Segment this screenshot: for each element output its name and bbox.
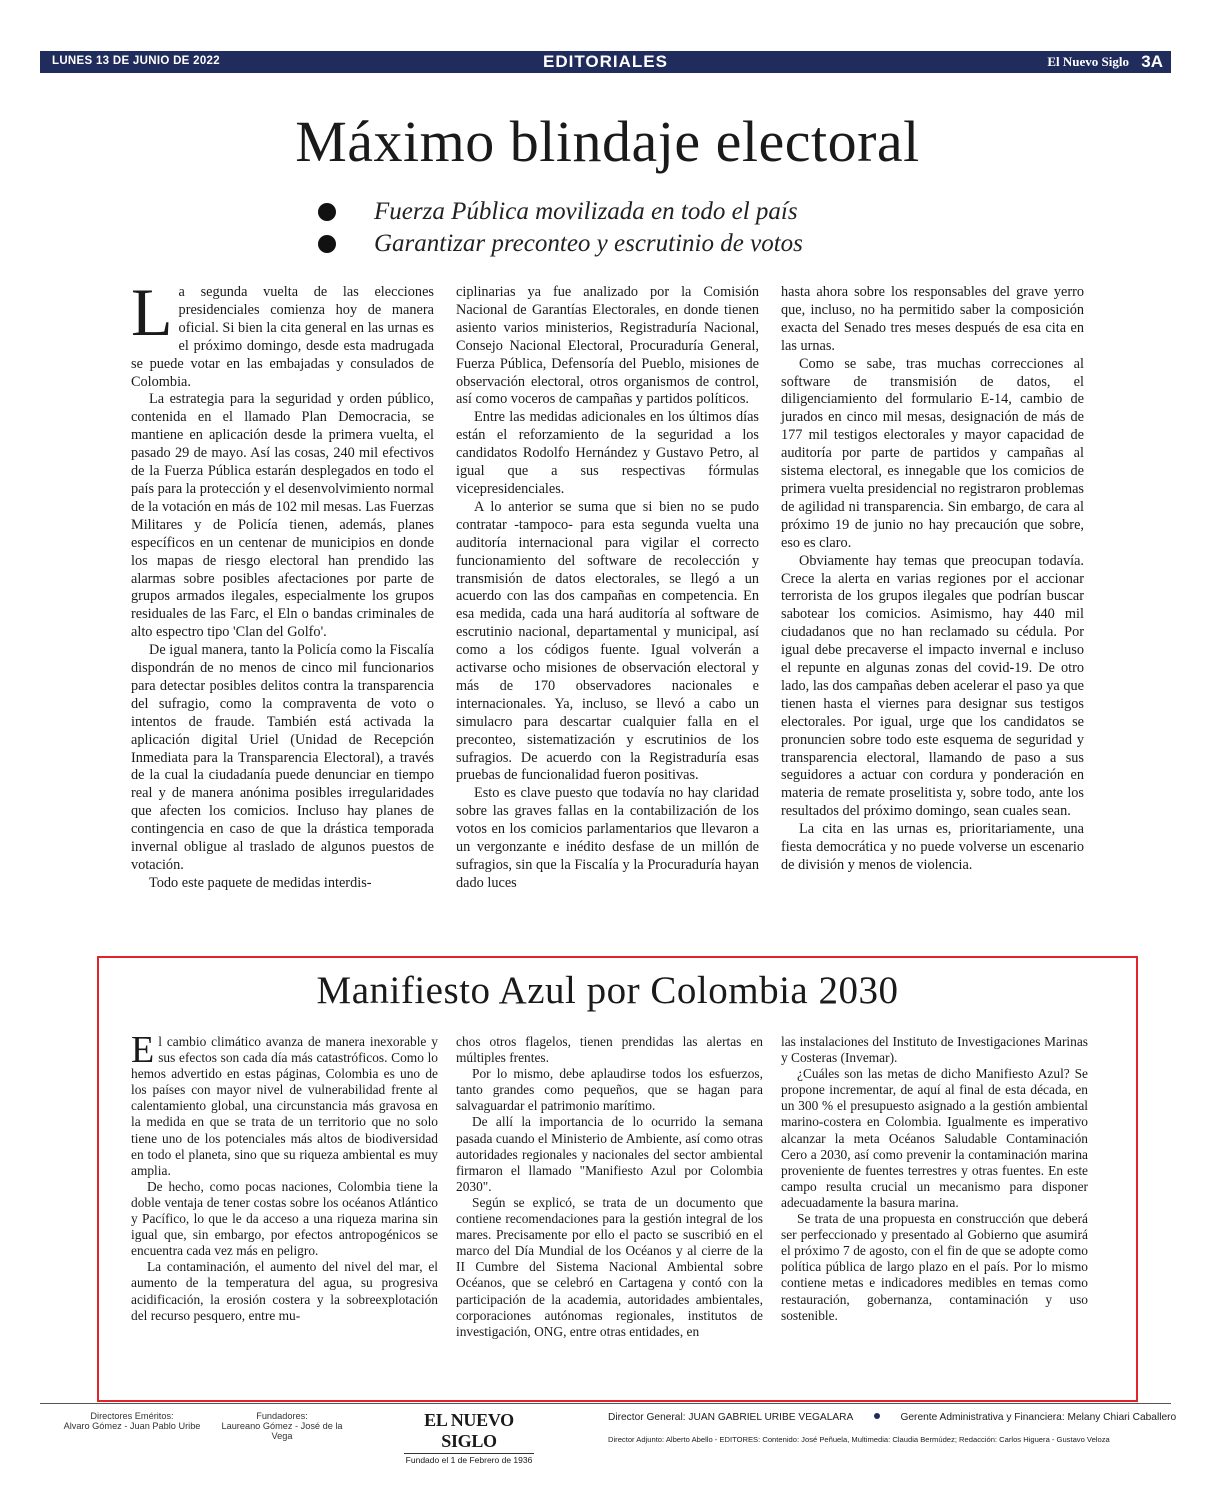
footer-divider bbox=[40, 1403, 1171, 1404]
section-title: EDITORIALES bbox=[543, 52, 668, 71]
footer-emeritos bbox=[62, 1411, 202, 1431]
paragraph: Según se explicó, se trata de un documento que contiene recomendaciones para la gestión integral de los mares. Precisamente por ello el pacto se suscribió en el marco del Día Mundial de los Océanos y al cierre de la II Cumbre del Sistema Nacional Ambiental sobre Océanos, que se celebró en Cartagena y contó con la participación de la academia, autoridades ambientales, corporaciones autónomas regionales, institutos de investigación, ONG, entre otras entidades, en bbox=[456, 1194, 763, 1339]
logo-text: EL NUEVO SIGLO bbox=[424, 1410, 514, 1451]
fundadores-label: Fundadores: bbox=[256, 1411, 308, 1421]
bullet-dot-icon bbox=[318, 203, 336, 221]
page-number: 3A bbox=[1141, 52, 1163, 71]
paragraph: De hecho, como pocas naciones, Colombia tiene la doble ventaja de tener costas sobre los océanos Atlántico y Pacífico, lo que le da acceso a una riqueza marina sin igual que, sin embargo, por efectos antropogénicos se encuentra cada vez más en peligro. bbox=[131, 1178, 438, 1259]
bullet-item bbox=[318, 228, 803, 260]
editorial-2-column-1 bbox=[131, 1029, 438, 1324]
founded-date: Fundado el 1 de Febrero de 1936 bbox=[405, 1455, 533, 1465]
newspaper-logo bbox=[404, 1410, 534, 1465]
editorial-2-column-3 bbox=[781, 1034, 1088, 1324]
editorial-2-headline: Manifiesto Azul por Colombia 2030 bbox=[316, 969, 899, 1012]
director-general: Director General: JUAN GABRIEL URIBE VEGALARA bbox=[608, 1412, 853, 1423]
editorial-column-3 bbox=[781, 284, 1084, 875]
staff-secondary-line: Director Adjunto: Alberto Abello - EDITORES: Contenido: José Peñuela, Multimedia: Claudia Bermúdez; Redacción: Carlos Higuera - Gustavo Veloza bbox=[608, 1435, 1110, 1444]
paragraph: Esto es clave puesto que todavía no hay claridad sobre las graves fallas en la contabilización de los votos en los comicios parlamentarios que llevaron a un vergonzante e inédito desfase de un millón de sufragios, sin que la Fiscalía y la Procuraduría hayan dado luces bbox=[456, 785, 759, 891]
paper-name: El Nuevo Siglo bbox=[1047, 54, 1129, 69]
paragraph: ¿Cuáles son las metas de dicho Manifiesto Azul? Se propone incrementar, de aquí al final de esta década, en un 300 % el presupuesto asignado a la gestión ambiental marino-costera en Colombia. Igualmente es imperativo alcanzar la meta Océanos Saludable Contaminación Cero a 2030, así como prevenir la contaminación marina proveniente de fuentes terrestres y otras fuentes. En este campo resulta crucial un mecanismo para disponer adecuadamente la basura marina. bbox=[781, 1066, 1088, 1210]
editorial-headline: Máximo blindaje electoral bbox=[295, 109, 920, 174]
section-header-bar bbox=[40, 51, 1171, 73]
paragraph-text: l cambio climático avanza de manera inexorable y sus efectos son cada día más catastróficos. Como lo hemos advertido en estas páginas, Colombia es uno de los países con mayor nivel de vulnerabilidad frente al calentamiento global, una circunstancia más gravosa en la medida en que se trata de un territorio que no solo tiene uno de los potenciales más altos de biodiversidad en todo el planeta, sino que su riqueza ambiental es muy amplia. bbox=[131, 1034, 438, 1178]
bullet-dot-icon bbox=[318, 235, 336, 253]
editorial-column-1 bbox=[131, 274, 434, 893]
paragraph: Se trata de una propuesta en construcción que deberá ser perfeccionado y presentado al Gobierno que asumirá el próximo 7 de agosto, con el fin de que se adopte como política pública de largo plazo en el país. Por lo mismo contiene metas e indicadores medibles en temas como restauración, gobernanza, contaminación y uso sostenible. bbox=[781, 1211, 1088, 1323]
footer-fundadores bbox=[212, 1411, 352, 1441]
paragraph: chos otros flagelos, tienen prendidas las alertas en múltiples frentes. bbox=[456, 1034, 763, 1066]
paragraph: Todo este paquete de medidas interdis- bbox=[149, 874, 372, 891]
emeritos-label: Directores Eméritos: bbox=[90, 1411, 174, 1421]
paragraph: De igual manera, tanto la Policía como la Fiscalía dispondrán de no menos de cinco mil funcionarios para detectar posibles delitos contra la transparencia del sufragio, como la compraventa de voto o intentos de fraude. También está activada la aplicación digital Uriel (Unidad de Recepción Inmediata para la Transparencia Electoral), a través de la cual la ciudadanía puede denunciar en tiempo real y de manera anónima posibles irregularidades que afecten los comicios. Incluso hay planes de contingencia en caso de que la drástica temporada invernal obligue al traslado de algunos puestos de votación. bbox=[131, 642, 434, 873]
editorial-2-column-2 bbox=[456, 1034, 763, 1340]
paragraph: Por lo mismo, debe aplaudirse todos los esfuerzos, tanto grandes como pequeños, que se hagan para salvaguardar el patrimonio marítimo. bbox=[456, 1066, 763, 1114]
drop-cap: L bbox=[131, 274, 173, 350]
paragraph: Entre las medidas adicionales en los últimos días están el reforzamiento de la seguridad a los candidatos Rodolfo Hernández y Gustavo Petro, al igual que a sus respectivas fórmulas vicepresidenciales. bbox=[456, 409, 759, 497]
paragraph: A lo anterior se suma que si bien no se pudo contratar -tampoco- para esta segunda vuelta una auditoría internacional para vigilar el correcto funcionamiento del software de recolección y transmisión de datos electorales, se llegó a un acuerdo con las dos campañas en competencia. En esa medida, cada una hará auditoría al software de escrutinio nacional, departamental y municipal, así como a los códigos fuente. Igual volverán a activarse ocho misiones de observación electoral y más de 170 observadores nacionales e internacionales. Ya, incluso, se llevó a cabo un simulacro para descartar cualquier falla en el preconteo, sistematización y escrutinios de los sufragios. De acuerdo con la Registraduría esas pruebas de funcionalidad fueron positivas. bbox=[456, 498, 759, 784]
paragraph: hasta ahora sobre los responsables del grave yerro que, incluso, no ha permitido saber la composición exacta del Senado tres meses después de esa cita en las urnas. bbox=[781, 284, 1084, 354]
paragraph: Como se sabe, tras muchas correcciones al software de transmisión de datos, el diligenciamiento del formulario E-14, cambio de jurados en cinco mil mesas, designación de más de 177 mil testigos electorales y mayor capacidad de auditoría por parte de partidos y campañas al sistema electoral, es innegable que los comicios de primera vuelta presidencial no registraron problemas de agilidad ni transparencia. Sin embargo, de cara al próximo 19 de junio no hay precaución que sobre, eso es claro. bbox=[781, 355, 1084, 551]
gerente: Gerente Administrativa y Financiera: Melany Chiari Caballero bbox=[900, 1412, 1177, 1423]
paragraph bbox=[131, 1029, 438, 1179]
paragraph: Obviamente hay temas que preocupan todavía. Crece la alerta en varias regiones por el accionar terrorista de los grupos ilegales que podrían buscar sabotear los comicios. Asimismo, hay 440 mil ciudadanos que no han reclamado su cédula. Por igual debe precaverse el impacto invernal e incluso el repunte en algunas zonas del covid-19. De otro lado, las dos campañas deben acelerar el paso ya que tienen hasta el viernes para designar sus testigos electorales. Por igual, urge que los candidatos se pronuncien sobre todo este esquema de seguridad y transparencia electoral, llamando de paso a sus seguidores a actuar con cordura y ponderación en materia de remate proselitista y, sobre todo, ante los resultados del próximo domingo, sean cuales sean. bbox=[781, 552, 1084, 820]
paragraph: ciplinarias ya fue analizado por la Comisión Nacional de Garantías Electorales, en donde tienen asiento varios ministerios, Registraduría Nacional, Consejo Nacional Electoral, Procuraduría General, Fuerza Pública, Defensoría del Pueblo, misiones de observación electoral, otros organismos de control, así como voceros de campañas y partidos políticos. bbox=[456, 284, 759, 408]
paragraph-text: a segunda vuelta de las elecciones presidenciales comienza hoy de manera oficial. Si bien la cita general en las urnas es el próximo domingo, desde esta madrugada se puede votar en las embajadas y consulados de Colombia. bbox=[131, 284, 434, 390]
bullet-item bbox=[318, 196, 803, 228]
paragraph: La contaminación, el aumento del nivel del mar, el aumento de la temperatura del agua, su progresiva acidificación, la erosión costera y la sobreexplotación del recurso pesquero, entre mu- bbox=[131, 1259, 438, 1323]
bullet-text: Garantizar preconteo y escrutinio de votos bbox=[374, 230, 803, 257]
fundadores-names: Laureano Gómez - José de la Vega bbox=[221, 1421, 343, 1441]
logo-rule bbox=[404, 1453, 534, 1454]
bullet-text: Fuerza Pública movilizada en todo el país bbox=[374, 198, 798, 225]
staff-main-line bbox=[608, 1412, 1176, 1423]
paragraph: La estrategia para la seguridad y orden público, contenida en el llamado Plan Democracia, se mantiene en aplicación desde la primera vuelta, el pasado 29 de mayo. Así las cosas, 240 mil efectivos de la Fuerza Pública estarán desplegados en todo el país para la protección y el desenvolvimiento normal de la votación en más de 102 mil mesas. Las Fuerzas Militares y de Policía tienen, además, planes específicos en un centenar de municipios en donde los mapas de riesgo electoral han prendido las alarmas sobre posibles afectaciones por parte de grupos armados ilegales, especialmente los grupos residuales de las Farc, el Eln o bandas criminales de alto espectro tipo 'Clan del Golfo'. bbox=[131, 391, 434, 641]
paragraph: La cita en las urnas es, prioritariamente, una fiesta democrática y no puede volverse un escenario de división y menos de violencia. bbox=[781, 821, 1084, 873]
paragraph: De allí la importancia de lo ocurrido la semana pasada cuando el Ministerio de Ambiente, así como otras autoridades regionales y nacionales del sector ambiental firmaron el llamado "Manifiesto Azul por Colombia 2030". bbox=[456, 1114, 763, 1194]
issue-date: LUNES 13 DE JUNIO DE 2022 bbox=[52, 55, 220, 67]
emeritos-names: Alvaro Gómez - Juan Pablo Uribe bbox=[63, 1421, 201, 1431]
paragraph: las instalaciones del Instituto de Investigaciones Marinas y Costeras (Invemar). bbox=[781, 1034, 1088, 1066]
paragraph bbox=[131, 274, 434, 391]
drop-cap: E bbox=[131, 1029, 155, 1071]
separator-dot-icon bbox=[874, 1413, 880, 1419]
editorial-bullets bbox=[318, 196, 803, 260]
editorial-column-2 bbox=[456, 284, 759, 893]
